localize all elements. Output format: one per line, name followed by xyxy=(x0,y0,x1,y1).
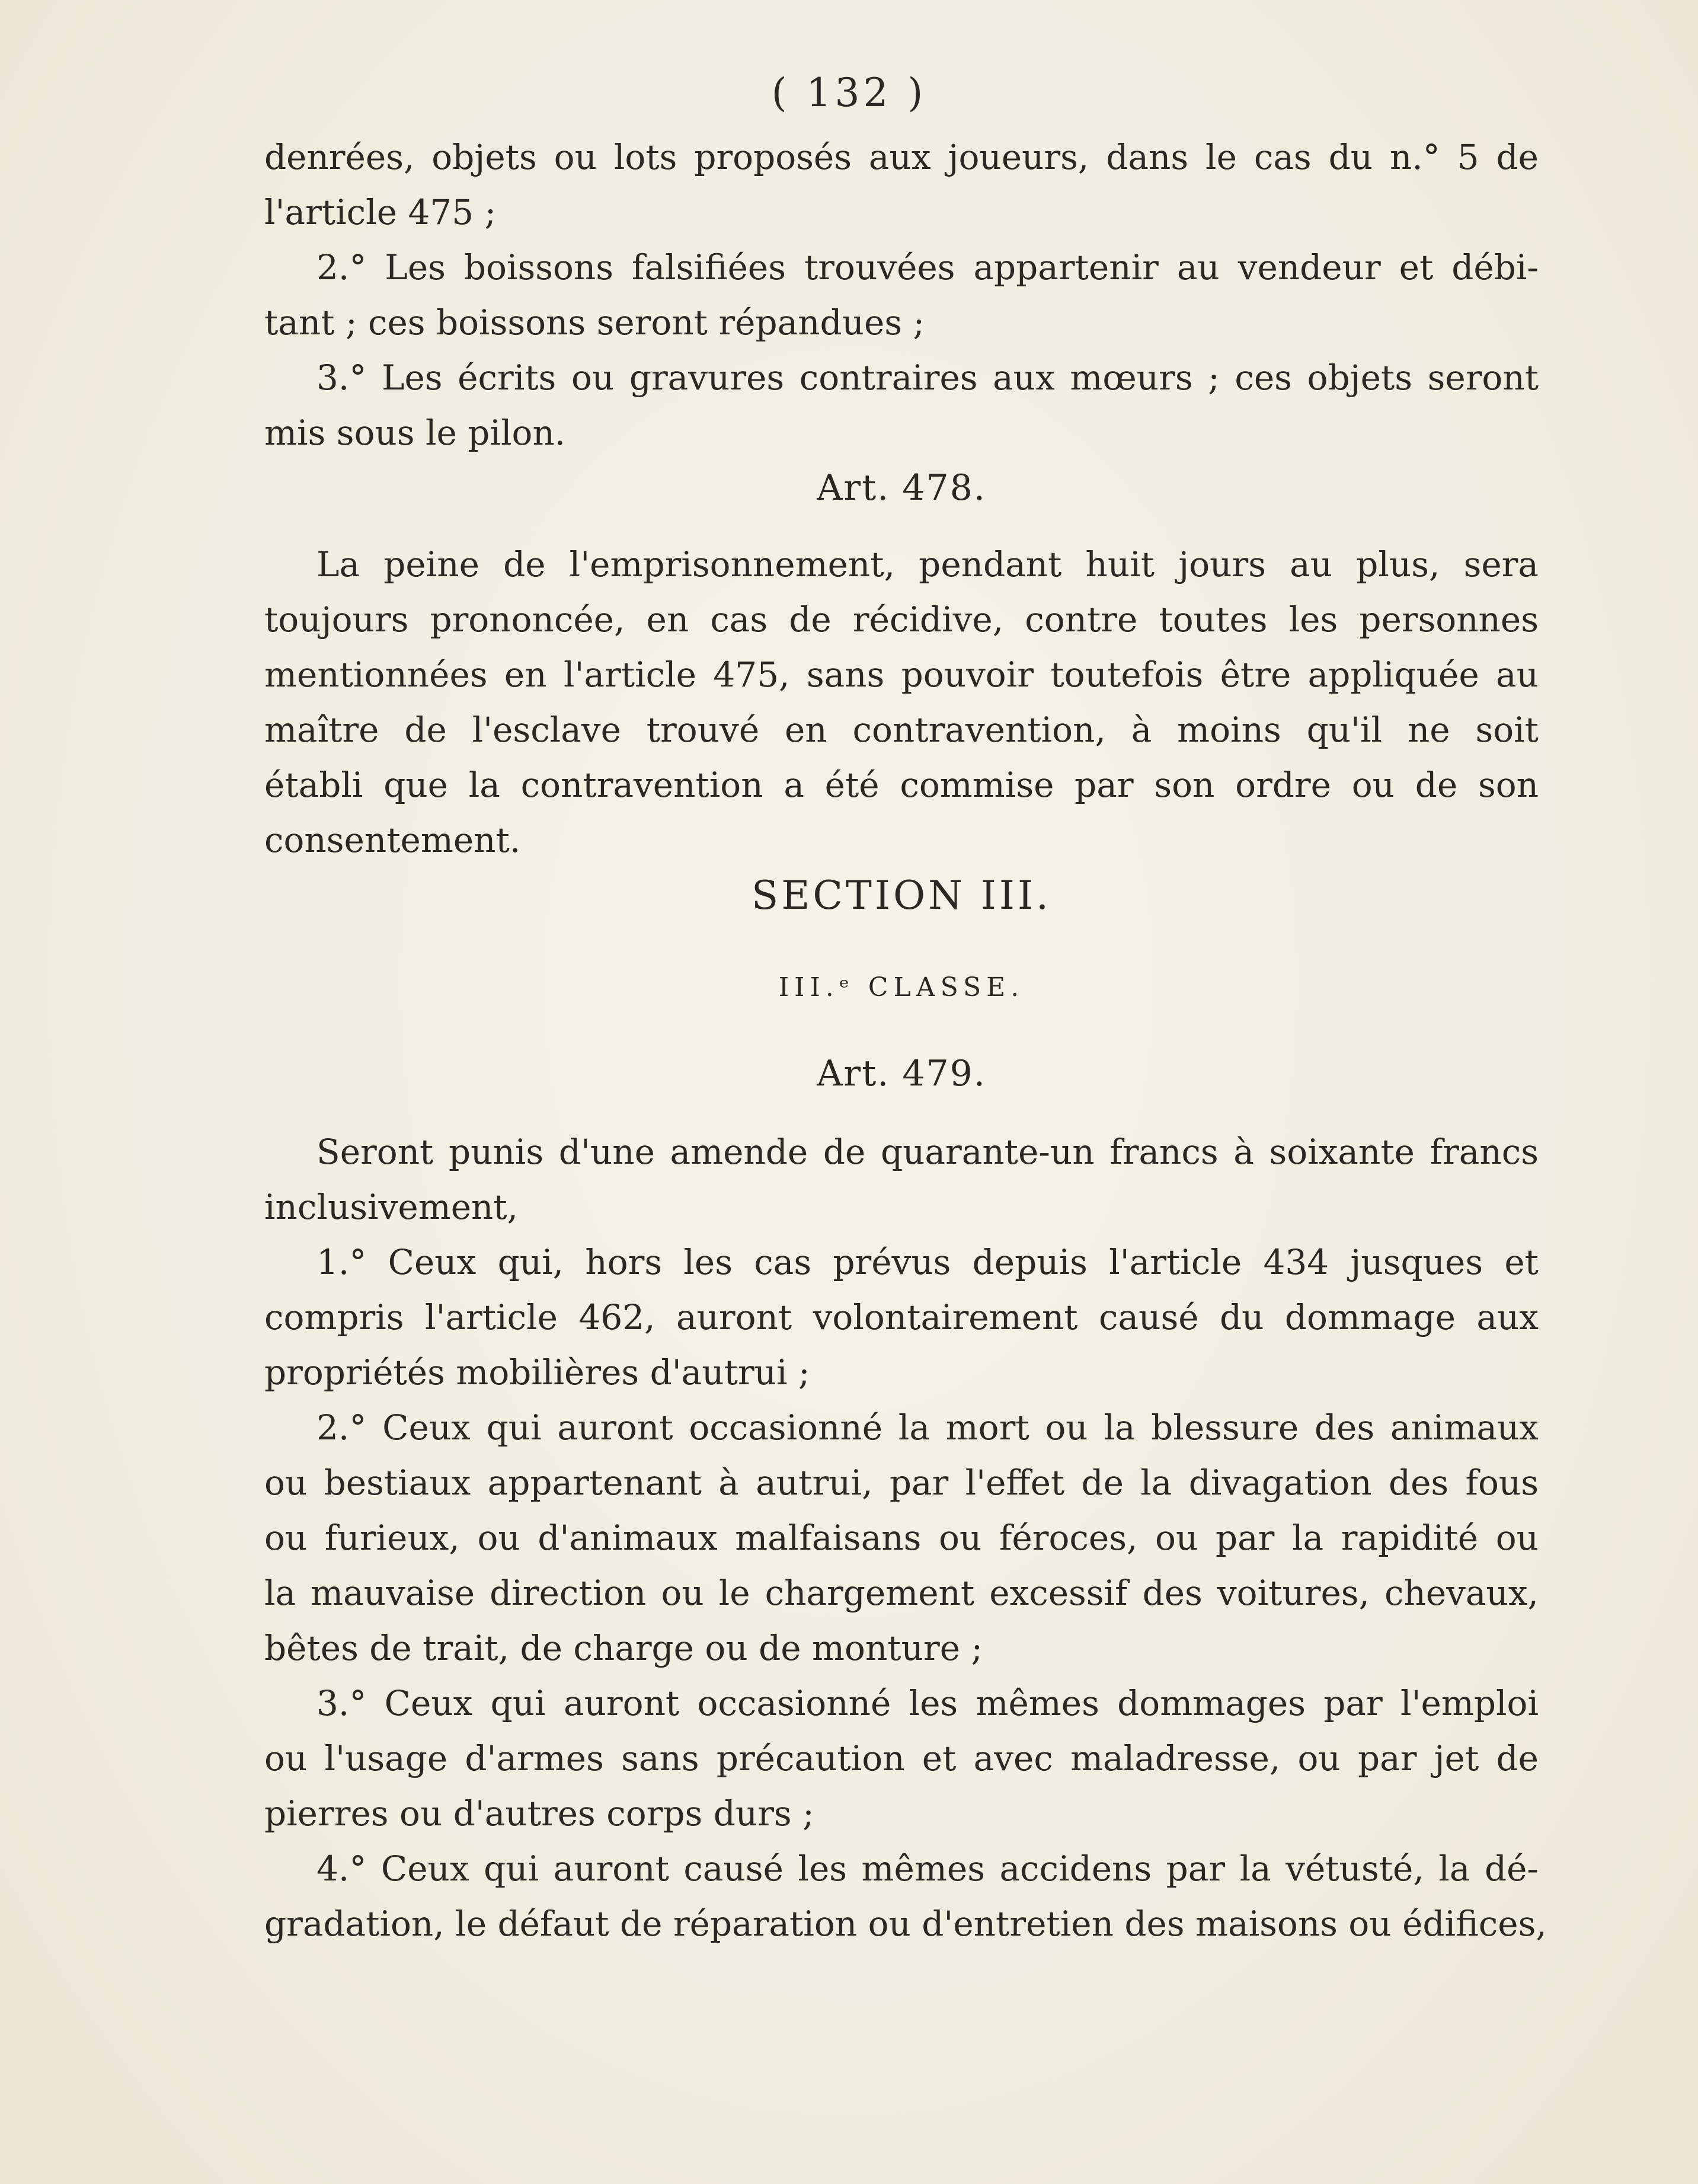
text-line: Seront punis d'une amende de quarante-un francs à soixante francs xyxy=(316,1132,1539,1172)
text-line: établi que la contravention a été commise par son ordre ou de son xyxy=(264,765,1539,805)
text-line: 3.° Ceux qui auront occasionné les mêmes dommages par l'emploi xyxy=(316,1683,1539,1723)
text-line: tant ; ces boissons seront répandues ; xyxy=(264,302,925,343)
class-label: III.ᵉ CLASSE. xyxy=(778,972,1025,1002)
text-line: toujours prononcée, en cas de récidive, contre toutes les personnes xyxy=(264,599,1539,640)
text-line: denrées, objets ou lots proposés aux joueurs, dans le cas du n.° 5 de xyxy=(264,137,1539,177)
text-line: 4.° Ceux qui auront causé les mêmes accidens par la vétusté, la dé- xyxy=(316,1848,1539,1889)
text-line: 3.° Les écrits ou gravures contraires aux mœurs ; ces objets seront xyxy=(316,357,1539,398)
text-line: La peine de l'emprisonnement, pendant huit jours au plus, sera xyxy=(316,544,1539,585)
article-478-heading: Art. 478. xyxy=(817,467,986,509)
text-line: mentionnées en l'article 475, sans pouvoir toutefois être appliquée au xyxy=(264,654,1539,695)
text-line: compris l'article 462, auront volontairement causé du dommage aux xyxy=(264,1297,1539,1337)
text-line: ou furieux, ou d'animaux malfaisans ou féroces, ou par la rapidité ou xyxy=(264,1518,1539,1558)
text-line: consentement. xyxy=(264,820,521,860)
text-line: 1.° Ceux qui, hors les cas prévus depuis l'article 434 jusques et xyxy=(316,1242,1539,1282)
section-title: SECTION III. xyxy=(751,873,1051,918)
text-line: l'article 475 ; xyxy=(264,192,497,232)
article-479-heading: Art. 479. xyxy=(817,1053,986,1094)
text-line: la mauvaise direction ou le chargement excessif des voitures, chevaux, xyxy=(264,1573,1539,1613)
text-line: maître de l'esclave trouvé en contravention, à moins qu'il ne soit xyxy=(264,710,1539,750)
text-line: ou bestiaux appartenant à autrui, par l'effet de la divagation des fous xyxy=(264,1463,1539,1503)
text-line: bêtes de trait, de charge ou de monture ; xyxy=(264,1628,983,1668)
text-line: ou l'usage d'armes sans précaution et avec maladresse, ou par jet de xyxy=(264,1738,1539,1779)
page-number: ( 132 ) xyxy=(771,70,927,116)
text-line: mis sous le pilon. xyxy=(264,413,566,453)
text-line: propriétés mobilières d'autrui ; xyxy=(264,1352,810,1393)
text-line: 2.° Les boissons falsifiées trouvées appartenir au vendeur et débi- xyxy=(316,247,1539,288)
text-line: 2.° Ceux qui auront occasionné la mort ou la blessure des animaux xyxy=(316,1407,1539,1448)
text-line: pierres ou d'autres corps durs ; xyxy=(264,1793,814,1834)
text-line: gradation, le défaut de réparation ou d'entretien des maisons ou édifices, xyxy=(264,1904,1547,1944)
text-line: inclusivement, xyxy=(264,1187,519,1227)
